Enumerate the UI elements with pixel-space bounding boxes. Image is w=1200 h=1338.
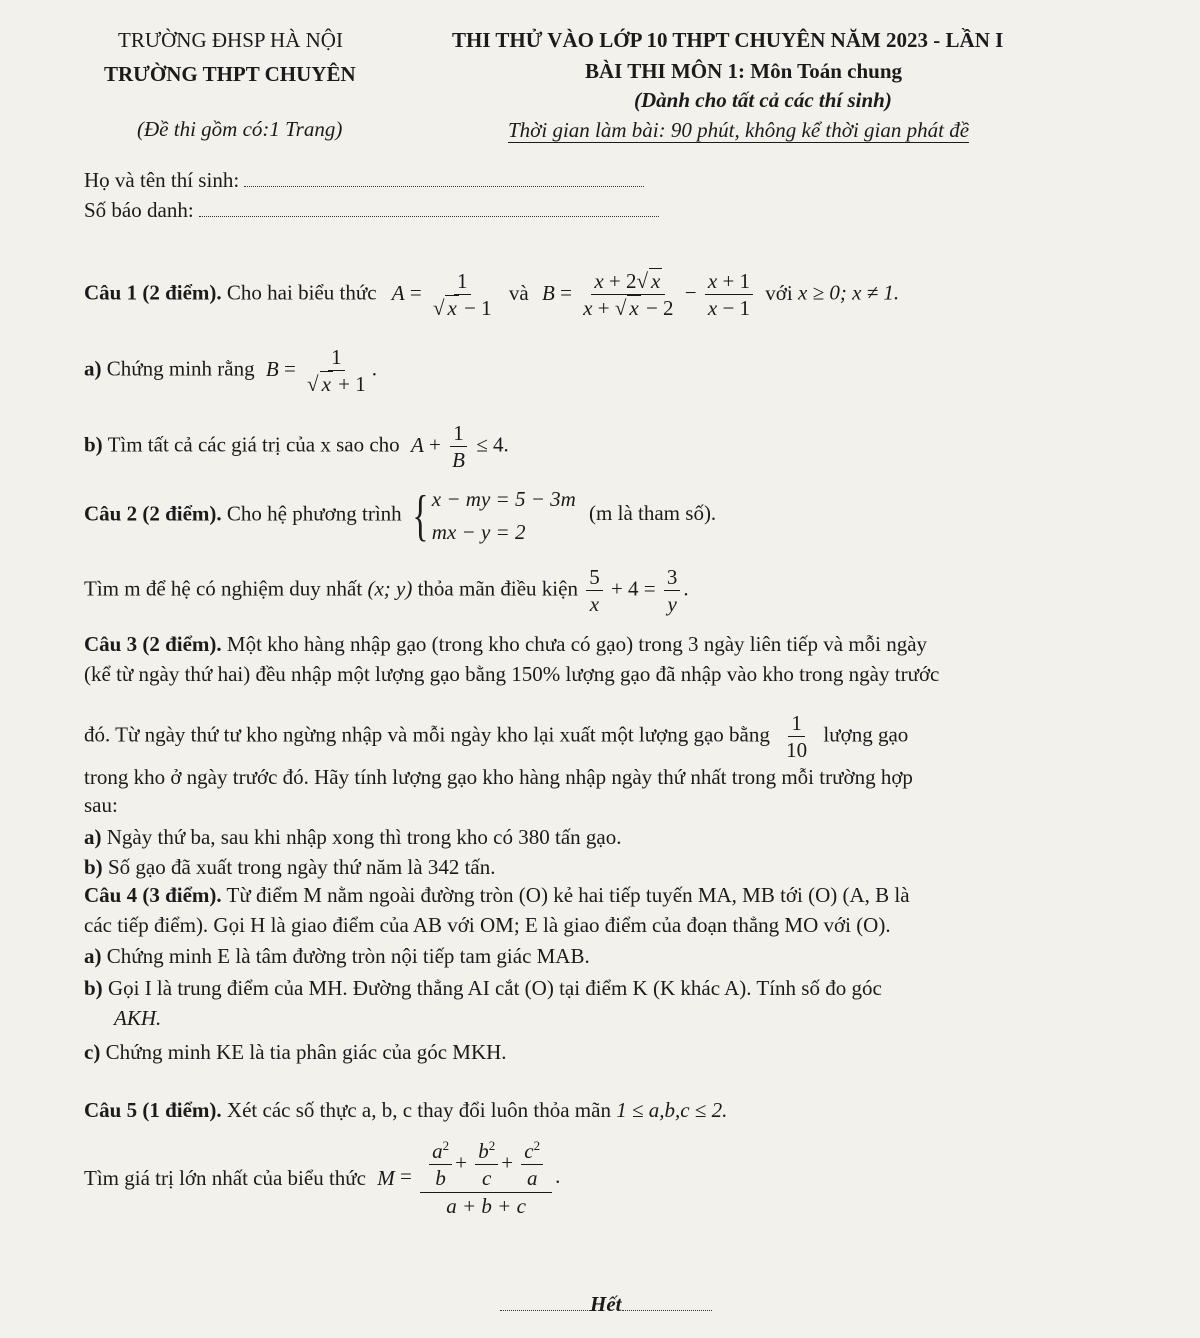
candidate-id-field: Số báo danh: [84, 198, 659, 223]
q3-line-2: (kể từ ngày thứ hai) đều nhập một lượng gạo bằng 150% lượng gạo đã nhập vào kho trong ngày trước [84, 662, 940, 686]
exam-title: THI THỬ VÀO LỚP 10 THPT CHUYÊN NĂM 2023 - LẦN I [452, 28, 1004, 52]
q5-statement: Câu 5 (1 điểm). Xét các số thực a, b, c thay đổi luôn thỏa mãn 1 ≤ a,b,c ≤ 2. [84, 1098, 728, 1122]
page-count-note: (Đề thi gồm có:1 Trang) [137, 117, 343, 141]
q2-condition: Tìm m để hệ có nghiệm duy nhất (x; y) thỏa mãn điều kiện $\frac{5}{x}$ + 4 = $\frac{3}{y}$ . [84, 565, 689, 617]
q1-statement: Câu 1 (2 điểm). Cho hai biểu thức A = $\frac{1}{√ x - 1}$ và B = $\frac{x + 2√ x}{x + √ x - 2}$ − $\frac{x + 1}{x - 1}$ với x ≥ 0; x ≠ 1. [84, 269, 900, 321]
q2-statement: Câu 2 (2 điểm). Cho hệ phương trình { x − my = 5 − 3m mx − y = 2 (m là tham số). [84, 484, 717, 547]
q3-line-3: đó. Từ ngày thứ tư kho ngừng nhập và mỗi ngày kho lại xuất một lượng gạo bằng $\frac{1}{10}$ lượng gạo [84, 711, 909, 763]
q4-line-2: các tiếp điểm). Gọi H là giao điểm của AB với OM; E là giao điểm của đoạn thẳng MO với (O). [84, 913, 891, 937]
q3-line-4: trong kho ở ngày trước đó. Hãy tính lượng gạo kho hàng nhập ngày thứ nhất trong mỗi trường hợp [84, 765, 913, 789]
exam-subject: BÀI THI MÔN 1: Môn Toán chung [585, 59, 903, 83]
q4-part-b-cont: AKH. [114, 1006, 162, 1030]
q4-part-b: b) Gọi I là trung điểm của MH. Đường thẳng AI cắt (O) tại điểm K (K khác A). Tính số đo góc [84, 976, 882, 1000]
q4-part-c: c) Chứng minh KE là tia phân giác của góc MKH. [84, 1040, 507, 1064]
end-marker: Hết [500, 1292, 712, 1317]
q4-line-1: Câu 4 (3 điểm). Từ điểm M nằm ngoài đường tròn (O) kẻ hai tiếp tuyến MA, MB tới (O) (A, B là [84, 883, 910, 907]
exam-audience: (Dành cho tất cả các thí sinh) [634, 88, 892, 112]
exam-duration: Thời gian làm bài: 90 phút, không kể thời gian phát đề [508, 118, 970, 142]
school-name-1: TRƯỜNG ĐHSP HÀ NỘI [118, 28, 343, 52]
q5-expression: Tìm giá trị lớn nhất của biểu thức M = $\frac{a^2}{b}$ + $\frac{b^2}{c}$ + $\frac{c^2}{a}$ a + b + c . [84, 1138, 561, 1218]
q1-part-a: a) Chứng minh rằng B = $\frac{1}{√ x + 1}$ . [84, 345, 377, 397]
q1-part-b: b) Tìm tất cả các giá trị của x sao cho A + $\frac{1}{B}$ ≤ 4. [84, 421, 509, 473]
school-name-2: TRƯỜNG THPT CHUYÊN [104, 62, 356, 86]
q3-line-5: sau: [84, 793, 118, 817]
q3-part-b: b) Số gạo đã xuất trong ngày thứ năm là 342 tấn. [84, 855, 496, 879]
candidate-name-field: Họ và tên thí sinh: [84, 168, 644, 193]
q3-line-1: Câu 3 (2 điểm). Một kho hàng nhập gạo (trong kho chưa có gạo) trong 3 ngày liên tiếp và mỗi ngày [84, 632, 928, 656]
q3-part-a: a) Ngày thứ ba, sau khi nhập xong thì trong kho có 380 tấn gạo. [84, 825, 622, 849]
q4-part-a: a) Chứng minh E là tâm đường tròn nội tiếp tam giác MAB. [84, 944, 590, 968]
